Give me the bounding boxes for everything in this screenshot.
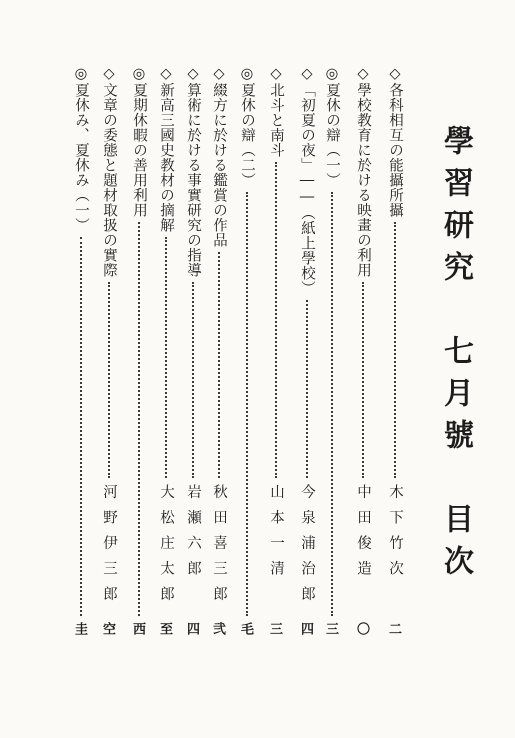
entry-author: 岩瀬六郎 [185, 484, 201, 586]
dot-leader [138, 222, 140, 616]
entry-title: ◇學校教育に於ける映畫の利用 [355, 66, 371, 278]
dot-leader [192, 282, 194, 478]
entry-page-number: 三 [267, 622, 282, 635]
dot-leader [108, 282, 110, 478]
dot-leader [331, 192, 333, 616]
entry-title: ◇綴方に於ける鑑賞の作品 [211, 66, 227, 248]
dot-leader [275, 162, 277, 478]
dot-leader [362, 282, 364, 478]
entry-title: ◇算術に於ける事實研究の指導 [185, 66, 201, 278]
entry-title: ◇文章の委態と題材取扱の實際 [101, 66, 117, 278]
entry-author: 今泉浦治郎 [299, 484, 315, 612]
dot-leader [394, 222, 396, 478]
entry-title: ◇各科相互の能攝所攝 [387, 66, 403, 218]
entry-page-number: 空 [100, 622, 115, 635]
entry-page-number: 圭 [72, 622, 87, 635]
entry-page-number: 三 [323, 622, 338, 635]
entry-page-number: 〇 [354, 622, 369, 635]
dot-leader [306, 300, 308, 478]
entry-title: ◎夏休み、夏休み（一） [73, 66, 89, 233]
toc-entry [155, 66, 177, 676]
entry-title: ◎夏期休暇の善用利用 [131, 66, 147, 218]
entry-page-number: 四 [184, 622, 199, 635]
toc-entry [128, 66, 150, 676]
entry-author: 木下竹次 [387, 484, 403, 586]
toc-entry [236, 66, 258, 676]
toc-entry [384, 66, 406, 676]
dot-leader [80, 237, 82, 616]
entry-author: 中田俊造 [355, 484, 371, 586]
entry-author: 山本一清 [268, 484, 284, 586]
entry-page-number: 西 [130, 622, 145, 635]
page-title: 學習研究 七月號 目次 [438, 125, 473, 587]
toc-entry [98, 66, 120, 676]
toc-entry [208, 66, 230, 676]
dot-leader [218, 252, 220, 478]
entry-author: 秋田喜三郎 [211, 484, 227, 612]
entry-page-number: 至 [157, 622, 172, 635]
toc-entry [265, 66, 287, 676]
entry-author: 大松庄太郎 [158, 484, 174, 612]
entry-page-number: 毛 [238, 622, 253, 635]
toc-entry [182, 66, 204, 676]
entry-title: ◎夏休の辯（一） [324, 66, 340, 188]
entry-page-number: 二 [386, 622, 401, 635]
toc-entry [296, 66, 318, 676]
dot-leader [246, 192, 248, 616]
entry-title: ◇「初夏の夜」――（紙上學校） [299, 66, 315, 296]
dot-leader [165, 237, 167, 478]
entry-title: ◇新高三國史教材の摘解 [158, 66, 174, 233]
entry-title: ◇北斗と南斗 [268, 66, 284, 158]
entry-page-number: 弐 [210, 622, 225, 635]
toc-entry [70, 66, 92, 676]
entry-author: 河野伊三郎 [101, 484, 117, 612]
toc-entry [352, 66, 374, 676]
entry-page-number: 四 [298, 622, 313, 635]
toc-entry [321, 66, 343, 676]
entry-title: ◎夏休の辯（二） [239, 66, 255, 188]
